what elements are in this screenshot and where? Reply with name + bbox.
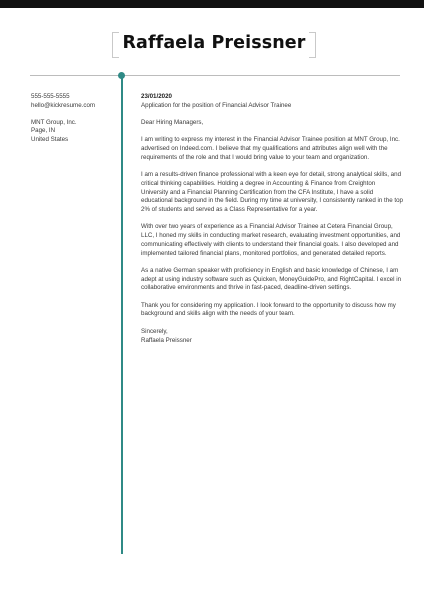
contact-sidebar: [31, 93, 117, 145]
header: [112, 32, 316, 58]
letter-body: [141, 93, 403, 345]
letter-greeting: Dear Hiring Managers,: [141, 119, 204, 127]
letter-paragraph: Thank you for considering my application. I look forward to the opportunity to discuss how my background and skills align with the needs of your team.: [141, 301, 396, 318]
phone-number: 555-555-5555: [31, 93, 70, 100]
timeline-line: [121, 76, 123, 554]
timeline-dot: [118, 72, 125, 79]
letter-subject: Application for the position of Financial Advisor Trainee: [141, 101, 292, 109]
header-divider: [30, 75, 400, 76]
letter-paragraph: With over two years of experience as a Financial Advisor Trainee at Cetera Financial Group, LLC, I honed my skills in conducting market research, evaluating investment opportunities, and communicating effectively with clients to understand their financial goals. I also developed and implemented tailored financial plans, monitored portfolios, and generated detailed reports.: [141, 223, 401, 257]
applicant-name: Raffaela Preissner: [122, 33, 306, 53]
letter-paragraph: As a native German speaker with proficiency in English and basic knowledge of Chinese, I am adept at using industry software such as Quicken, MoneyGuidePro, and RightCapital. I excel in collaborative environments and thrive in fast-paced, deadline-driven settings.: [141, 266, 402, 292]
letter-paragraph: I am a results-driven finance professional with a keen eye for detail, strong analytical skills, and critical thinking capabilities. Holding a degree in Accounting & Finance from Creighton University and a Financial Planning Certification from the CFA Institute, I have a solid educational background in the field. During my time at university, I consistently ranked in the top 2% of students and served as a Class Representative for a year.: [141, 171, 403, 214]
signature-block: [141, 328, 403, 345]
company-country: United States: [31, 135, 69, 143]
company-city: Page, IN: [31, 127, 56, 135]
email-address: hello@kickresume.com: [31, 101, 96, 109]
company-name: MNT Group, Inc.: [31, 118, 77, 126]
letter-date: 23/01/2020: [141, 93, 172, 100]
letter-signature: Raffaela Preissner: [141, 336, 192, 344]
letter-paragraph: I am writing to express my interest in the Financial Advisor Trainee position at MNT Group, Inc. advertised on Indeed.com. I believe that my qualifications and attributes align well with the requirements of the role and that I would bring value to your team and organization.: [141, 136, 400, 161]
top-bar: [0, 0, 424, 8]
letter-closing: Sincerely,: [141, 327, 168, 335]
